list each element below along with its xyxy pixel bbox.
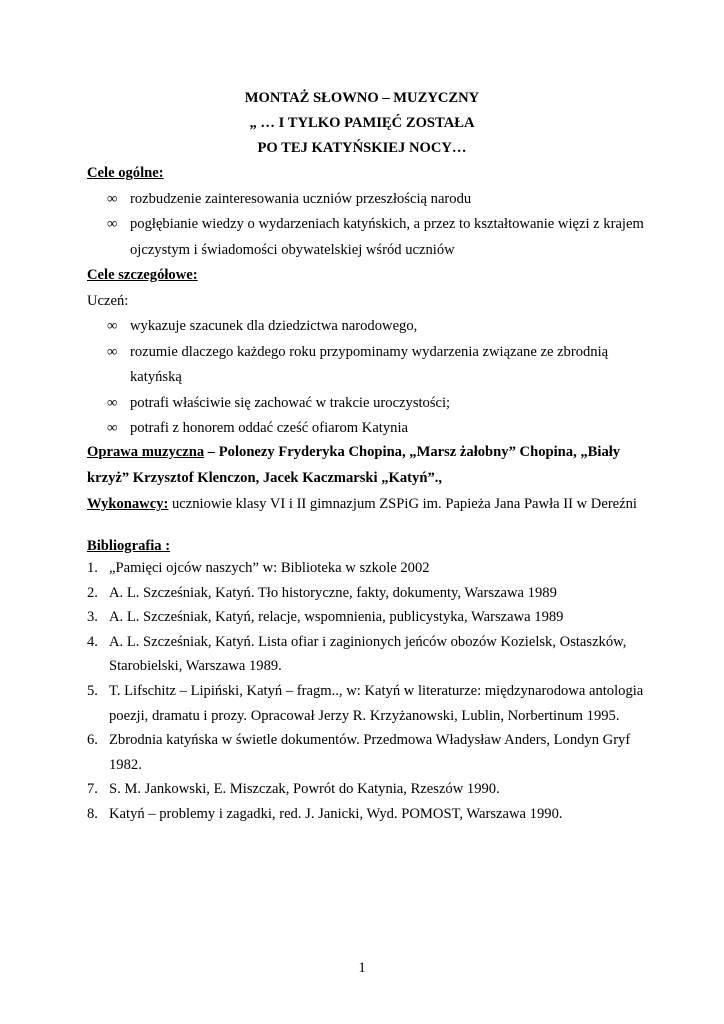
list-item-text: wykazuje szacunek dla dziedzictwa narodowego, <box>130 318 418 334</box>
performers-section <box>87 492 657 518</box>
list-item <box>87 679 647 728</box>
list-item <box>87 777 647 802</box>
list-number: 2. <box>87 584 98 601</box>
infinity-bullet-icon: ∞ <box>107 420 118 436</box>
list-number: 3. <box>87 609 98 626</box>
list-item <box>87 630 647 679</box>
general-goals-list <box>87 187 647 264</box>
performers-text: uczniowie klasy VI i II gimnazjum ZSPiG im. Papieża Jana Pawła II w Dereźni <box>168 496 637 512</box>
list-item <box>87 605 647 630</box>
list-number: 6. <box>87 732 98 749</box>
list-item <box>87 728 647 777</box>
title-line-2: „ … I TYLKO PAMIĘĆ ZOSTAŁA <box>249 115 475 131</box>
infinity-bullet-icon: ∞ <box>107 216 118 232</box>
list-item <box>87 340 647 391</box>
list-item-text: potrafi z honorem oddać cześć ofiarom Katynia <box>130 420 408 436</box>
general-goals-heading: Cele ogólne: <box>87 165 164 181</box>
list-item <box>87 314 647 340</box>
infinity-bullet-icon: ∞ <box>107 190 118 207</box>
list-item-text: A. L. Szcześniak, Katyń. Tło historyczne, fakty, dokumenty, Warszawa 1989 <box>109 584 557 601</box>
title-line-3: PO TEJ KATYŃSKIEJ NOCY… <box>257 140 467 156</box>
music-text: – Polonezy Fryderyka Chopina, „Marsz żałobny” Chopina, „Biały krzyż” Krzysztof Klenczon, Jacek Kaczmarski „Katyń”., <box>87 444 621 486</box>
list-item-text: potrafi właściwie się zachować w trakcie uroczystości; <box>130 394 451 411</box>
list-item-text: pogłębianie wiedzy o wydarzeniach katyńskich, a przez to kształtowanie więzi z krajem ojczystym i świadomości obywatelskiej wśród uczniów <box>130 216 644 258</box>
list-item <box>87 556 647 581</box>
list-item-text: rozbudzenie zainteresowania uczniów przeszłością narodu <box>130 190 472 207</box>
infinity-bullet-icon: ∞ <box>107 343 118 360</box>
page-number: 1 <box>358 960 366 976</box>
list-item <box>87 416 647 442</box>
list-number: 5. <box>87 682 98 699</box>
list-item <box>87 391 647 417</box>
list-item-text: A. L. Szcześniak, Katyń. Lista ofiar i zaginionych jeńców obozów Kozielsk, Ostaszków, Starobielski, Warszawa 1989. <box>109 633 627 675</box>
list-item-text: A. L. Szcześniak, Katyń, relacje, wspomnienia, publicystyka, Warszawa 1989 <box>109 609 564 626</box>
list-item-text: rozumie dlaczego każdego roku przypominamy wydarzenia związane ze zbrodnią katyńską <box>130 343 609 385</box>
music-section <box>87 440 647 491</box>
list-item-text: „Pamięci ojców naszych” w: Biblioteka w szkole 2002 <box>109 560 430 576</box>
list-item-text: Zbrodnia katyńska w świetle dokumentów. Przedmowa Władysław Anders, Londyn Gryf 1982. <box>109 732 631 773</box>
music-label: Oprawa muzyczna <box>87 444 205 460</box>
list-item <box>87 581 647 606</box>
infinity-bullet-icon: ∞ <box>107 394 118 411</box>
bibliography-heading: Bibliografia : <box>87 538 171 554</box>
title-line-1: MONTAŻ SŁOWNO – MUZYCZNY <box>244 90 480 106</box>
list-item <box>87 187 647 213</box>
list-item <box>87 802 647 827</box>
list-item-text: S. M. Jankowski, E. Miszczak, Powrót do Katynia, Rzeszów 1990. <box>109 781 500 798</box>
bibliography-list <box>87 556 647 827</box>
list-item-text: T. Lifschitz – Lipiński, Katyń – fragm.., w: Katyń w literaturze: międzynarodowa antologia poezji, dramatu i prozy. Opracował Jerzy R. Krzyżanowski, Lublin, Norbertinum 1995. <box>109 682 644 724</box>
performers-label: Wykonawcy: <box>87 496 169 512</box>
document-title <box>0 86 724 161</box>
specific-goals-intro: Uczeń: <box>87 292 129 309</box>
list-item-text: Katyń – problemy i zagadki, red. J. Janicki, Wyd. POMOST, Warszawa 1990. <box>109 805 563 822</box>
bibliography-section <box>87 536 647 827</box>
list-number: 4. <box>87 633 98 650</box>
specific-goals-heading: Cele szczegółowe: <box>87 267 198 283</box>
specific-goals-list <box>87 314 647 442</box>
list-number: 1. <box>87 560 98 576</box>
infinity-bullet-icon: ∞ <box>107 318 118 334</box>
specific-goals-section <box>87 263 647 442</box>
list-number: 8. <box>87 805 98 822</box>
list-number: 7. <box>87 781 98 798</box>
list-item <box>87 212 647 263</box>
general-goals-section <box>87 161 647 263</box>
